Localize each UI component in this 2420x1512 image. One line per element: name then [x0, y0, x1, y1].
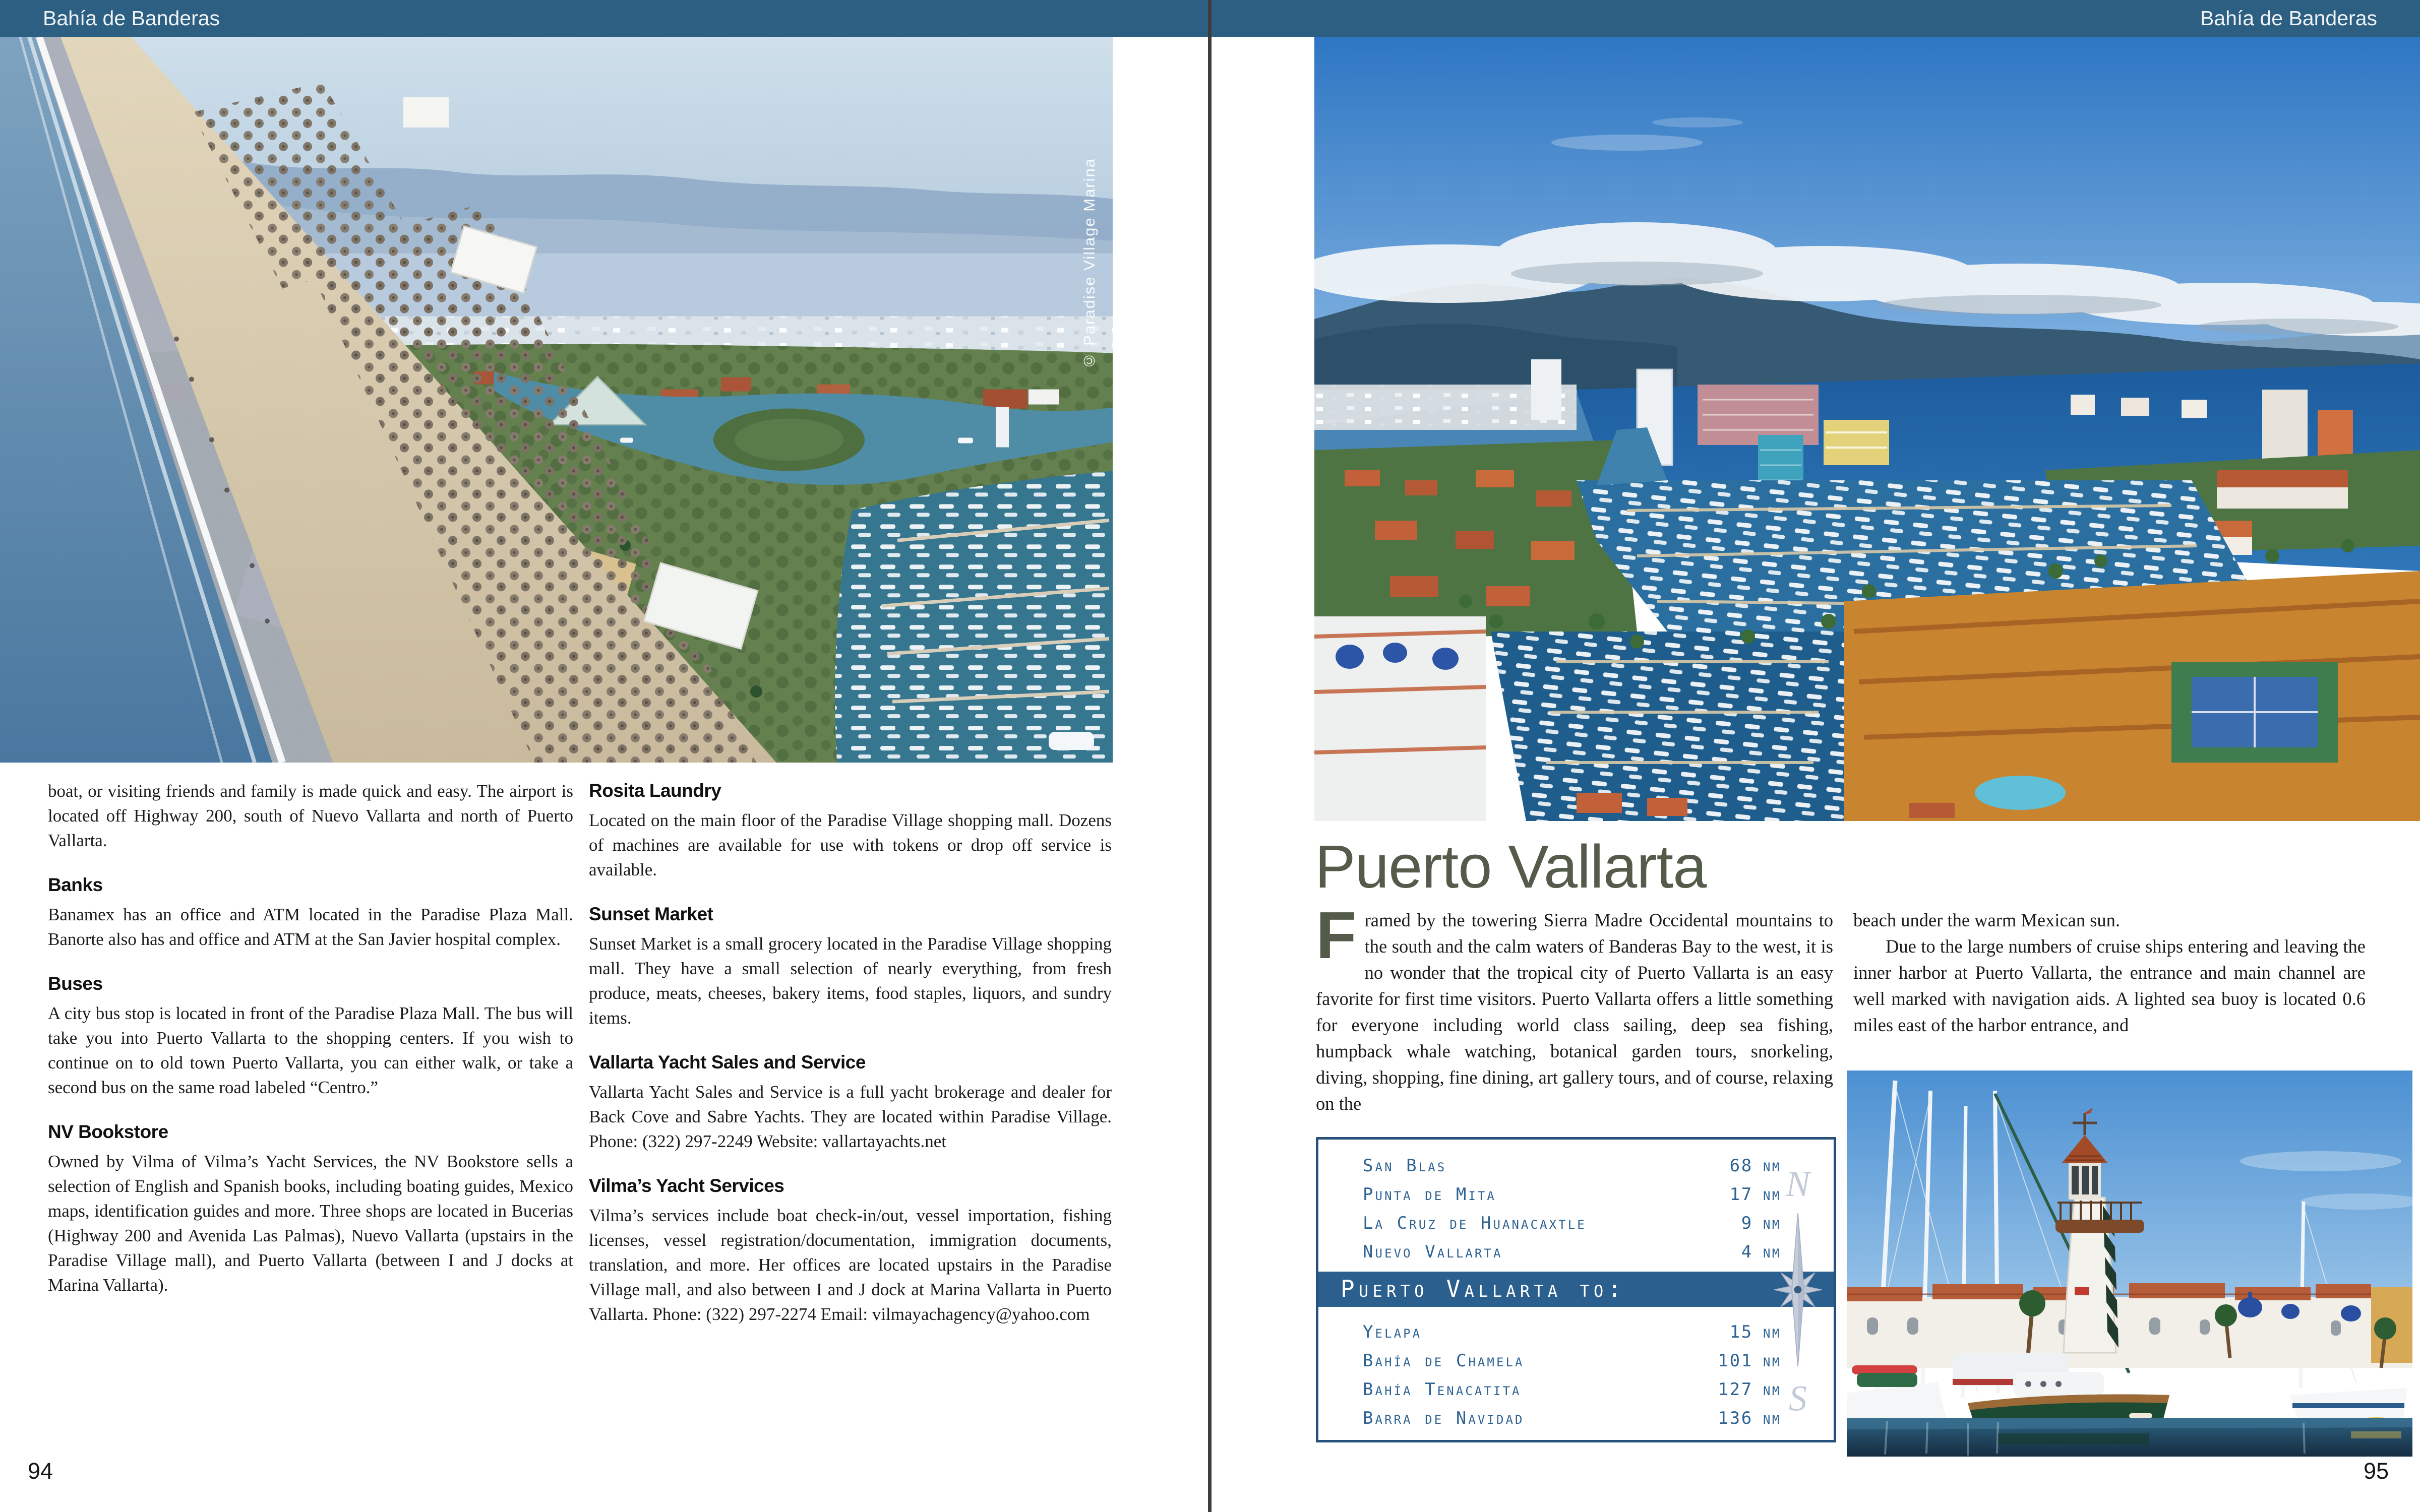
table-row [1363, 1408, 1805, 1437]
destination-label: Bahía de Chamela [1363, 1351, 1525, 1371]
beach-aerial-illustration [0, 37, 1113, 763]
page-gutter-line [1208, 0, 1212, 1512]
table-row [1363, 1156, 1805, 1184]
vallarta-yacht-sales-heading: Vallarta Yacht Sales and Service [589, 1052, 866, 1073]
drop-cap: F [1316, 898, 1357, 972]
rosita-laundry-heading: Rosita Laundry [589, 780, 721, 801]
distance-value: 127 [1718, 1379, 1753, 1400]
buses-heading: Buses [48, 973, 103, 994]
distance-unit: nm [1763, 1213, 1781, 1233]
intro-paragraph-right [1316, 898, 1833, 1117]
header-bar-right [1212, 0, 2420, 37]
photo-lighthouse-marina [1847, 1070, 2412, 1457]
table-row [1363, 1379, 1805, 1408]
distance-unit: nm [1763, 1408, 1781, 1428]
svg-text:S: S [1789, 1378, 1807, 1419]
distance-value: 68 [1729, 1156, 1753, 1176]
sunset-market-heading: Sunset Market [589, 904, 713, 924]
svg-text:N: N [1786, 1163, 1810, 1204]
marina-aerial-illustration [1314, 37, 2420, 821]
right-column-2 [1853, 907, 2366, 1038]
distance-table [1316, 1137, 1836, 1442]
destination-label: Punta de Mita [1363, 1184, 1496, 1205]
header-title-right: Bahía de Banderas [2200, 7, 2377, 30]
vilmas-yacht-services-paragraph: Vilma’s services include boat check-in/out, vessel importation, fishing licenses, vessel registration/documentation, immigration documents, translation, and more. Her offices are located upstairs in the Paradise Village mall, and also between I and J dock at Marina Vallarta in Puerto Vallarta. Phone: (322) 297-2274 Email: vilmayachagency@yahoo.com [589, 1206, 1112, 1324]
distance-value: 15 [1729, 1322, 1753, 1342]
distance-unit: nm [1763, 1322, 1781, 1342]
rosita-laundry-paragraph: Located on the main floor of the Paradise Village shopping mall. Dozens of machines are available for use with tokens or drop off service is available. [589, 810, 1112, 879]
distance-value: 17 [1729, 1184, 1753, 1205]
header-title-left: Bahía de Banderas [43, 7, 220, 30]
table-band [1318, 1272, 1834, 1307]
distance-value: 101 [1718, 1351, 1753, 1371]
distance-unit: nm [1763, 1379, 1781, 1400]
buses-paragraph: A city bus stop is located in front of the Paradise Plaza Mall. The bus will take you into Puerto Vallarta to the shopping centers. If you wish to continue on to old town Puerto Vallarta, you can either walk, or take a second bus on the same road labeled “Centro.” [48, 1003, 573, 1097]
table-row [1363, 1351, 1805, 1379]
banks-paragraph: Banamex has an office and ATM located in the Paradise Plaza Mall. Banorte also has and office and ATM at the San Javier hospital complex. [48, 905, 573, 949]
distance-unit: nm [1763, 1242, 1781, 1262]
vilmas-yacht-services-heading: Vilma’s Yacht Services [589, 1175, 784, 1196]
table-row [1363, 1242, 1805, 1271]
left-column-2 [589, 779, 1112, 1327]
right-column-1 [1316, 898, 1833, 1117]
nv-bookstore-heading: NV Bookstore [48, 1121, 168, 1142]
table-row [1363, 1184, 1805, 1213]
photo-aerial-marina-vallarta [1314, 37, 2420, 821]
banks-heading: Banks [48, 874, 103, 895]
lighthouse-illustration [1847, 1070, 2412, 1457]
destination-label: La Cruz de Huanacaxtle [1363, 1213, 1587, 1233]
nv-bookstore-paragraph: Owned by Vilma of Vilma’s Yacht Services, the NV Bookstore sells a selection of English and Spanish books, including boating guides, Mexico maps, identification guides and more. Three shops are located in Bucerias (Highway 200 and Avenida Las Palmas), Nuevo Vallarta (upstairs in the Paradise Village mall), and Puerto Vallarta (between I and J docks at Marina Vallarta). [48, 1152, 573, 1295]
intro-paragraph: boat, or visiting friends and family is made quick and easy. The airport is located off Highway 200, south of Nuevo Vallarta and north of Puerto Vallarta. [48, 781, 573, 850]
distance-value: 9 [1741, 1213, 1753, 1233]
distance-value: 136 [1718, 1408, 1753, 1428]
table-band-label: Puerto Vallarta to: [1341, 1275, 1626, 1302]
photo-credit-watermark: © Paradise Village Marina [1080, 158, 1098, 370]
distance-rows-south [1363, 1322, 1805, 1437]
distance-unit: nm [1763, 1156, 1781, 1176]
intro-text: ramed by the towering Sierra Madre Occidental mountains to the south and the calm waters of Banderas Bay to the west, it is no wonder that the tropical city of Puerto Vallarta is an easy favorite for first time visitors. Puerto Vallarta offers a little something for everyone including world class sailing, deep sea fishing, humpback whale watching, botanical garden tours, snorkeling, diving, shopping, fine dining, art gallery tours, and of course, relaxing on the [1316, 910, 1833, 1114]
destination-label: Bahía Tenacatita [1363, 1379, 1522, 1400]
sunset-market-paragraph: Sunset Market is a small grocery located in the Paradise Village shopping mall. They have a small selection of nearly everything, from fresh produce, meats, cheeses, bakery items, food staples, liquors, and sundry items. [589, 934, 1112, 1028]
destination-label: Barra de Navidad [1363, 1408, 1525, 1428]
distance-unit: nm [1763, 1351, 1781, 1371]
table-row [1363, 1213, 1805, 1242]
table-row [1363, 1322, 1805, 1351]
destination-label: San Blas [1363, 1156, 1447, 1176]
destination-label: Yelapa [1363, 1322, 1422, 1342]
page-number-left: 94 [28, 1458, 53, 1484]
vallarta-yacht-sales-paragraph: Vallarta Yacht Sales and Service is a full yacht brokerage and dealer for Back Cove and Sabre Yachts. They are located within Paradise Village. Phone: (322) 297-2249 Website: vallartayachts.net [589, 1082, 1112, 1151]
distance-rows-north [1363, 1156, 1805, 1271]
page-title: Puerto Vallarta [1315, 832, 1707, 901]
harbor-paragraph: Due to the large numbers of cruise ships entering and leaving the inner harbor at Puerto Vallarta, the entrance and main channel are well marked with navigation aids. A lighted sea buoy is located 0.6 miles east of the harbor entrance, and [1853, 936, 2366, 1035]
distance-value: 4 [1741, 1242, 1753, 1262]
header-bar-left [0, 0, 1208, 37]
left-column-1 [48, 779, 573, 1297]
distance-unit: nm [1763, 1184, 1781, 1205]
destination-label: Nuevo Vallarta [1363, 1242, 1503, 1262]
page-number-right: 95 [2364, 1458, 2389, 1484]
continued-paragraph: beach under the warm Mexican sun. [1853, 910, 2121, 930]
photo-aerial-nuevo-vallarta-beach [0, 37, 1113, 763]
